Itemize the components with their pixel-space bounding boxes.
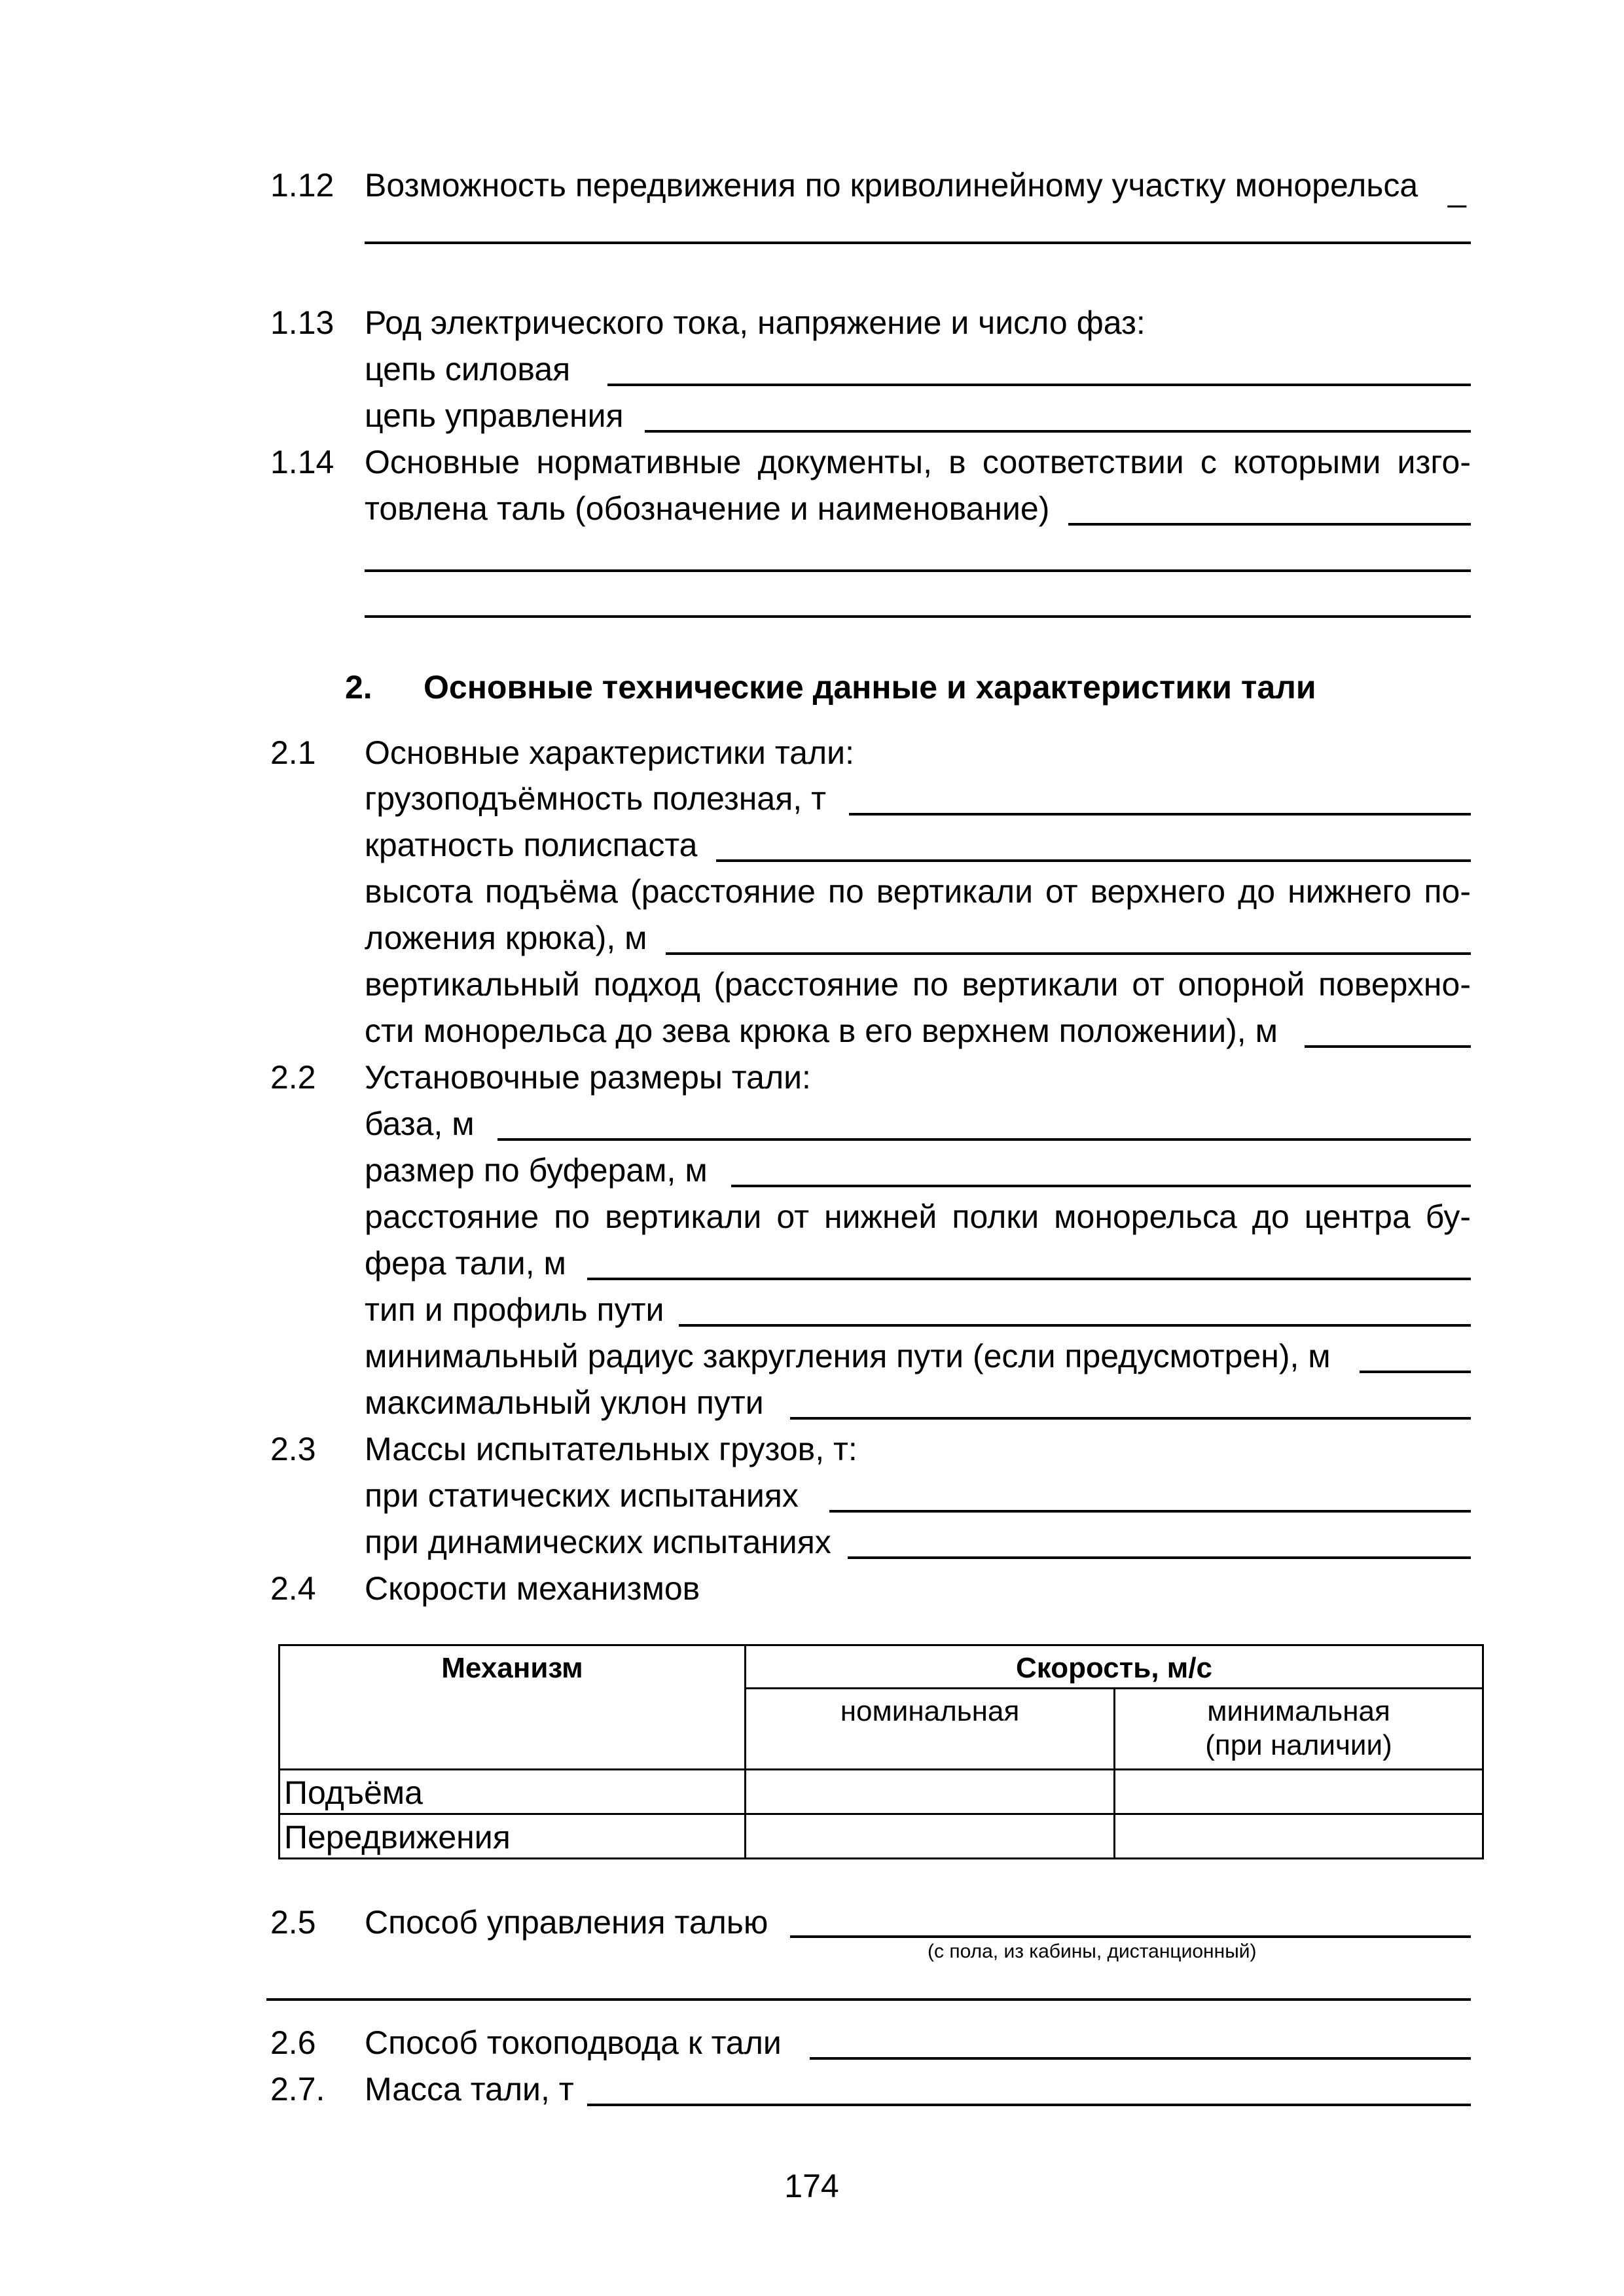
item-text: Масса тали, т [365, 2071, 574, 2108]
field-label: расстояние по вертикали от нижней полки монорельса до центра бу- [365, 1198, 1471, 1235]
item-text: Способ управления талью [365, 1904, 768, 1941]
item-text: Скорости механизмов [365, 1570, 700, 1607]
field-label: цепь силовая [365, 351, 571, 387]
fill-line[interactable] [1068, 523, 1471, 526]
col-header-mechanism: Механизм [280, 1645, 746, 1770]
cell-nominal[interactable] [746, 1814, 1115, 1859]
field-label: сти монорельса до зева крюка в его верхнем положении), м [365, 1013, 1278, 1049]
col-header-minimal-line2: (при наличии) [1205, 1729, 1392, 1761]
item-text: Возможность передвижения по криволинейному участку монорельса [365, 167, 1418, 204]
item-number: 2.7. [270, 2071, 325, 2108]
field-label: база, м [365, 1105, 475, 1142]
cell-minimal[interactable] [1115, 1770, 1483, 1814]
page-number: 174 [784, 2168, 839, 2204]
item-tail-mark: _ [1448, 171, 1466, 208]
fill-line[interactable] [587, 1278, 1471, 1280]
item-text: Массы испытательных грузов, т: [365, 1431, 857, 1467]
fill-line[interactable] [497, 1138, 1471, 1141]
field-label: тип и профиль пути [365, 1291, 664, 1328]
field-label: минимальный радиус закругления пути (если предусмотрен), м [365, 1338, 1331, 1374]
item-text: товлена таль (обозначение и наименование) [365, 490, 1050, 527]
item-number: 2.5 [270, 1904, 316, 1941]
fill-line[interactable] [716, 859, 1471, 862]
table-row [280, 1770, 1483, 1814]
item-number: 2.3 [270, 1431, 316, 1467]
field-label: максимальный уклон пути [365, 1384, 764, 1421]
item-text: Основные нормативные документы, в соответствии с которыми изго- [365, 444, 1471, 480]
fill-line[interactable] [365, 615, 1471, 618]
fill-line[interactable] [365, 242, 1471, 244]
fill-line[interactable] [666, 952, 1471, 955]
fill-line[interactable] [679, 1324, 1471, 1327]
fill-line[interactable] [849, 813, 1471, 816]
fill-line[interactable] [731, 1185, 1471, 1187]
item-number: 2.6 [270, 2024, 316, 2061]
item-text: Род электрического тока, напряжение и число фаз: [365, 304, 1146, 341]
section-title: Основные технические данные и характеристики тали [424, 669, 1316, 706]
row-mechanism-name: Подъёма [280, 1770, 746, 1814]
item-number: 2.4 [270, 1570, 316, 1607]
col-header-minimal [1115, 1689, 1483, 1770]
table-row [280, 1814, 1483, 1859]
item-text: Способ токоподвода к тали [365, 2024, 782, 2061]
fill-line[interactable] [848, 1556, 1471, 1559]
fill-line[interactable] [790, 1417, 1471, 1420]
fill-line[interactable] [1360, 1371, 1471, 1373]
item-number: 1.12 [270, 167, 334, 204]
fill-line[interactable] [365, 569, 1471, 572]
field-hint: (с пола, из кабины, дистанционный) [928, 1941, 1257, 1962]
field-label: фера тали, м [365, 1245, 566, 1282]
fill-line[interactable] [266, 1998, 1471, 2001]
col-header-minimal-line1: минимальная [1207, 1695, 1390, 1727]
col-header-speed: Скорость, м/с [746, 1645, 1483, 1689]
item-number: 1.14 [270, 444, 334, 480]
fill-line[interactable] [587, 2104, 1471, 2106]
field-label: ложения крюка), м [365, 920, 647, 956]
item-text: Основные характеристики тали: [365, 734, 854, 771]
fill-line[interactable] [607, 384, 1471, 386]
fill-line[interactable] [645, 430, 1471, 433]
item-number: 2.1 [270, 734, 316, 771]
section-number: 2. [345, 669, 372, 706]
field-label: при статических испытаниях [365, 1477, 799, 1514]
cell-minimal[interactable] [1115, 1814, 1483, 1859]
item-number: 1.13 [270, 304, 334, 341]
fill-line[interactable] [1305, 1045, 1471, 1048]
speed-table [278, 1644, 1484, 1859]
field-label: вертикальный подход (расстояние по вертикали от опорной поверхно- [365, 966, 1471, 1003]
item-text: Установочные размеры тали: [365, 1059, 811, 1096]
field-label: при динамических испытаниях [365, 1524, 831, 1560]
field-label: грузоподъёмность полезная, т [365, 780, 826, 817]
cell-nominal[interactable] [746, 1770, 1115, 1814]
fill-line[interactable] [790, 1935, 1471, 1938]
col-header-nominal: номинальная [746, 1689, 1115, 1770]
fill-line[interactable] [829, 1510, 1471, 1513]
field-label: высота подъёма (расстояние по вертикали от верхнего до нижнего по- [365, 873, 1471, 910]
field-label: цепь управления [365, 397, 624, 434]
row-mechanism-name: Передвижения [280, 1814, 746, 1859]
field-label: кратность полиспаста [365, 827, 698, 863]
item-number: 2.2 [270, 1059, 316, 1096]
field-label: размер по буферам, м [365, 1152, 708, 1189]
fill-line[interactable] [810, 2057, 1471, 2060]
